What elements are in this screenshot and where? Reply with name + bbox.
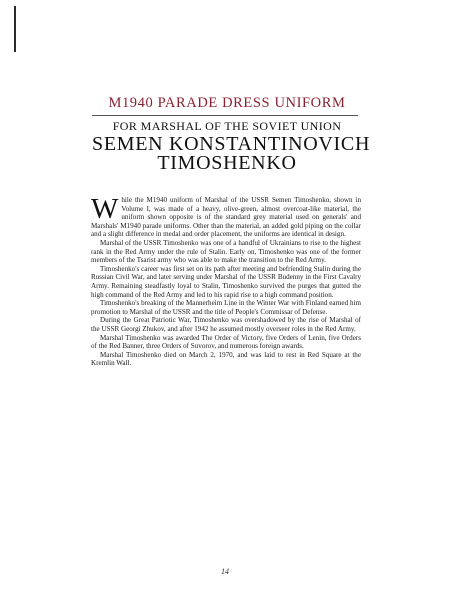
page-title-line-2: TIMOSHENKO bbox=[157, 152, 297, 174]
title-divider bbox=[92, 115, 358, 116]
article-paragraph: Timoshenko's breaking of the Mannerheim Line in the Winter War with Finland earned him promotion to Marshal of the USSR and the title of People's Commissar of Defense. bbox=[91, 299, 361, 316]
page-number: 14 bbox=[221, 567, 229, 576]
drop-cap: W bbox=[91, 193, 119, 225]
edge-rule bbox=[14, 6, 16, 52]
article-paragraph: Marshal Timoshenko was awarded The Order of Victory, five Orders of Lenin, five Orders of the Red Banner, three Orders of Suvorov, and numerous foreign awards. bbox=[91, 333, 361, 351]
article-paragraph: During the Great Patriotic War, Timoshenko was overshadowed by the rise of Marshal of the USSR Georgi Zhukov, and after 1942 he assumed mostly overseer roles in the Red Army. bbox=[91, 316, 361, 333]
paragraph-text: hile the M1940 uniform of Marshal of the USSR Semen Timoshenko, shown in Volume I, was made of a heavy, olive-green, almost overcoat-like material, the uniform shown opposite is of the standard grey material used on generals' and Marshals' M1940 parade uniforms. Other than the material, an added gold piping on the collar and a slight difference in medal and order placement, the uniforms are identical in design. bbox=[91, 196, 361, 239]
article-paragraph bbox=[91, 193, 361, 239]
article-paragraph: Marshal of the USSR Timoshenko was one of a handful of Ukrainians to rise to the highest rank in the Red Army under the rule of Stalin. Early on, Timoshenko was one of the former members of the Tsarist army who was able to make the transition to the Red Army. bbox=[91, 238, 361, 265]
article-paragraph: Timoshenko's career was first set on its path after meeting and befriending Stalin during the Russian Civil War, and later serving under Marshal of the USSR Budenny in the First Cavalry Army. Remaining steadfastly loyal to Stalin, Timoshenko survived the purges that gutted the high command of the Red Army and led to his rapid rise to a high command position. bbox=[91, 264, 361, 299]
page-title-line-1: SEMEN KONSTANTINOVICH bbox=[92, 133, 371, 155]
page-subtitle: FOR MARSHAL OF THE SOVIET UNION bbox=[112, 119, 342, 133]
article-paragraph: Marshal Timoshenko died on March 2, 1970, and was laid to rest in Red Square at the Kremlin Wall. bbox=[91, 350, 361, 368]
section-kicker: M1940 PARADE DRESS UNIFORM bbox=[108, 95, 346, 111]
article-body bbox=[91, 193, 361, 368]
